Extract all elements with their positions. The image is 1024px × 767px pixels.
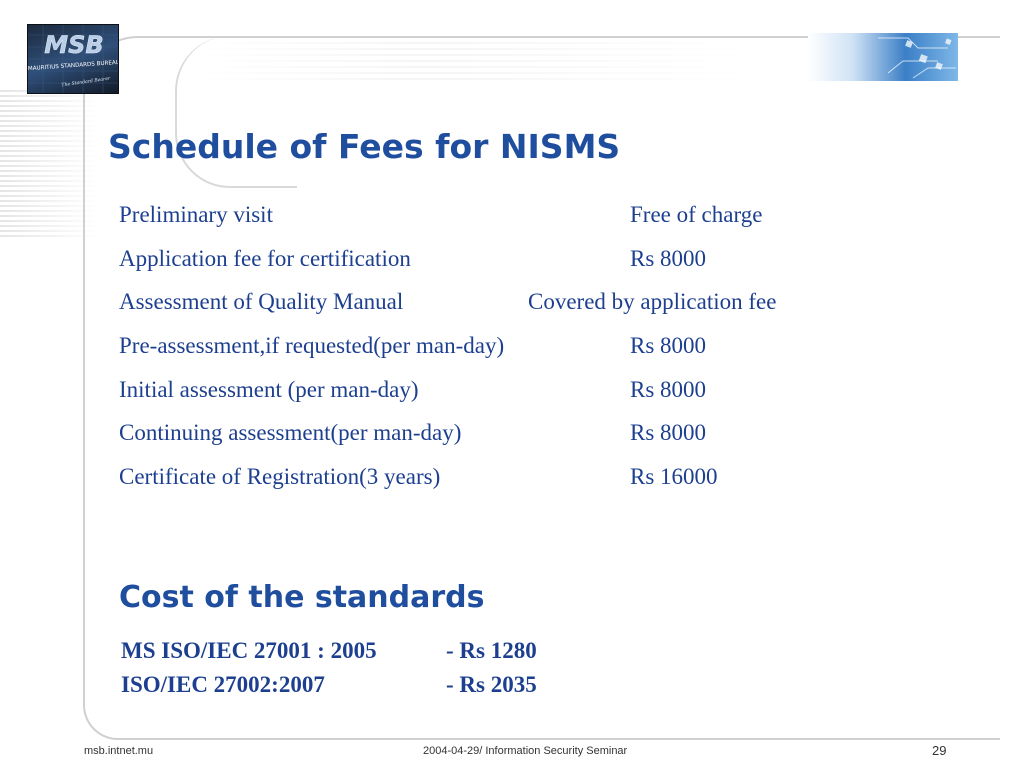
fee-row	[119, 333, 859, 365]
slide-title: Schedule of Fees for NISMS	[108, 127, 621, 166]
corner-circuit-graphic	[808, 33, 958, 81]
fee-row	[119, 202, 859, 234]
fee-row	[119, 377, 859, 409]
fee-row	[119, 289, 859, 321]
standard-name: ISO/IEC 27002:2007	[121, 672, 325, 697]
fee-item: Initial assessment (per man-day)	[119, 377, 419, 402]
fee-row	[119, 464, 859, 496]
fee-amount: Rs 8000	[630, 420, 707, 445]
fee-item: Certificate of Registration(3 years)	[119, 464, 441, 489]
page-number: 29	[932, 743, 947, 758]
fee-amount: Rs 8000	[630, 377, 707, 402]
standards-heading: Cost of the standards	[119, 580, 485, 615]
fee-amount: Covered by application fee	[528, 289, 777, 314]
footer-event: 2004-04-29/ Information Security Seminar	[423, 745, 628, 757]
fee-item: Application fee for certification	[119, 246, 411, 271]
fee-amount: Rs 8000	[630, 246, 707, 271]
fee-amount: Rs 16000	[630, 464, 718, 489]
fee-amount: Rs 8000	[630, 333, 707, 358]
fee-row	[119, 246, 859, 278]
fee-item: Continuing assessment(per man-day)	[119, 420, 462, 445]
logo-caption-text: MAURITIUS STANDARDS BUREAU	[28, 59, 120, 73]
standard-price: - Rs 2035	[446, 672, 537, 697]
logo-tagline-text: The Standard Bearer	[61, 76, 111, 89]
fee-item: Assessment of Quality Manual	[119, 289, 404, 314]
fee-item: Preliminary visit	[119, 202, 273, 227]
fee-row	[119, 420, 859, 452]
fee-item: Pre-assessment,if requested(per man-day)	[119, 333, 505, 358]
fee-amount: Free of charge	[630, 202, 763, 227]
standard-name: MS ISO/IEC 27001 : 2005	[121, 638, 377, 663]
standard-price: - Rs 1280	[446, 638, 537, 663]
logo-brand-text: MSB	[44, 31, 104, 59]
msb-logo-icon	[27, 24, 119, 94]
footer-website: msb.intnet.mu	[84, 745, 154, 757]
